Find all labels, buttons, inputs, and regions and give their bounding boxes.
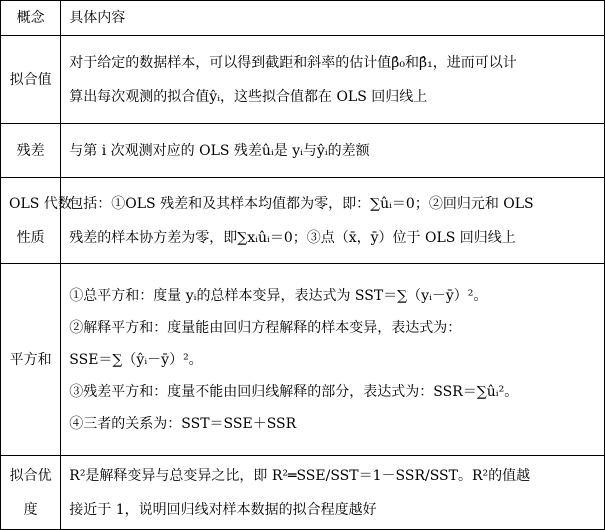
content-line: 与第 i 次观测对应的 OLS 残差ûᵢ是 yᵢ与ŷᵢ的差额 — [69, 142, 370, 159]
content-line: SSE＝∑（ŷᵢ－ȳ）²。 — [69, 351, 203, 368]
concept-cell — [1, 178, 72, 264]
table-row — [1, 456, 605, 530]
content-cell — [61, 178, 605, 264]
content-cell — [61, 124, 605, 178]
content-cell — [61, 36, 605, 124]
concept-cell: 残差 — [1, 124, 61, 178]
content-line: ①总平方和：度量 yᵢ的总样本变异，表达式为 SST＝∑（yᵢ－ȳ）²。 — [69, 287, 488, 304]
table-row — [1, 124, 605, 178]
content-line: ④三者的关系为：SST＝SSE＋SSR — [69, 415, 297, 432]
content-line: 算出每次观测的拟合值ŷᵢ，这些拟合值都在 OLS 回归线上 — [69, 88, 428, 105]
concept-line: OLS 代数 — [9, 195, 72, 212]
content-line: ②解释平方和：度量能由回归方程解释的样本变异，表达式为： — [69, 319, 462, 336]
table-header-row — [1, 1, 605, 36]
content-line: 残差的样本协方差为零，即∑xᵢûᵢ＝0；③点（x̄，ȳ）位于 OLS 回归线上 — [69, 229, 516, 246]
content-cell — [61, 264, 605, 456]
table-row — [1, 36, 605, 124]
concept-cell: 拟合值 — [1, 36, 61, 124]
table-row — [1, 264, 605, 456]
content-line: R²是解释变异与总变异之比，即 R²═SSE/SST＝1－SSR/SST。R²的值越 — [69, 467, 531, 484]
content-line: 接近于 1，说明回归线对样本数据的拟合程度越好 — [69, 501, 377, 518]
header-content: 具体内容 — [61, 1, 605, 36]
content-line: 包括：①OLS 残差和及其样本均值都为零，即：∑ûᵢ＝0；②回归元和 OLS — [69, 195, 534, 212]
concept-cell: 平方和 — [1, 264, 61, 456]
content-cell — [61, 456, 605, 530]
concept-cell: 拟合优度 — [1, 456, 61, 530]
table-row — [1, 178, 605, 264]
header-concept: 概念 — [1, 1, 61, 36]
concept-line: 性质 — [16, 229, 45, 246]
content-line: ③残差平方和：度量不能由回归线解释的部分，表达式为：SSR＝∑ûᵢ²。 — [69, 383, 519, 400]
content-line: 对于给定的数据样本，可以得到截距和斜率的估计值β̂₀和β̂₁，进而可以计 — [69, 54, 517, 71]
